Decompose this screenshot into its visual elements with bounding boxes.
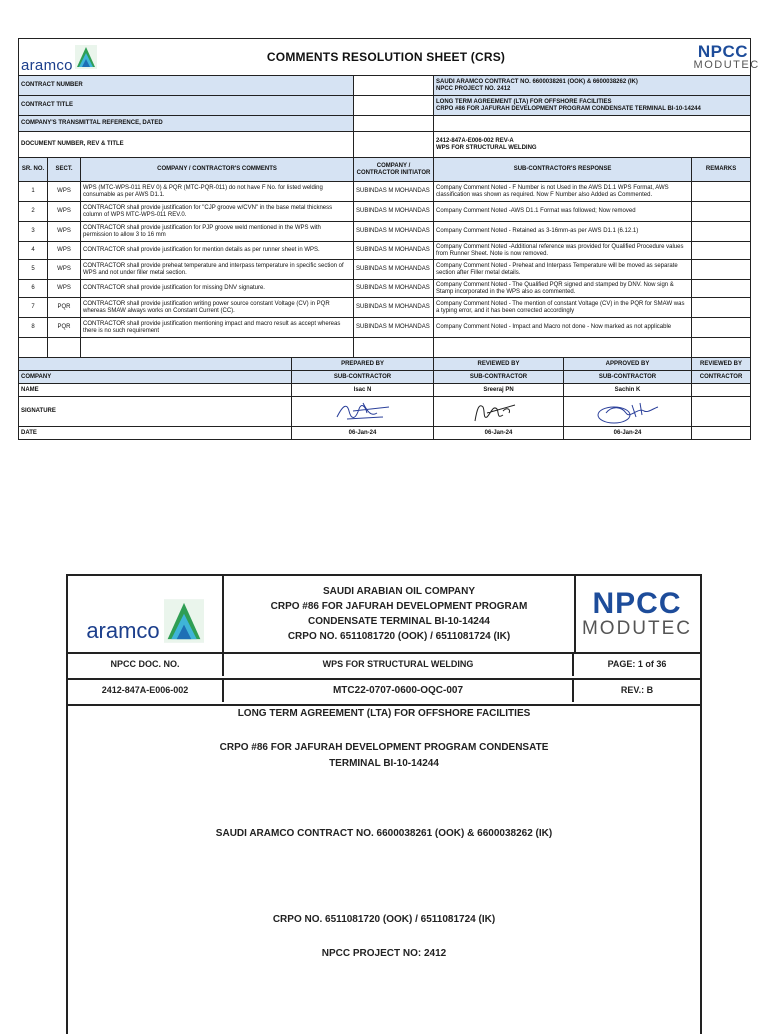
contract-number-row xyxy=(19,76,751,96)
comment-response: Company Comment Noted -AWS D1.1 Format was followed; Now removed xyxy=(434,202,692,222)
prepared-by-header: PREPARED BY xyxy=(292,358,434,371)
cover-header-text xyxy=(224,576,576,652)
signature-reviewed xyxy=(434,397,564,427)
comment-section: WPS xyxy=(48,242,81,260)
cover-aramco-wordmark: aramco xyxy=(86,618,160,643)
npcc-wordmark: NPCC xyxy=(697,42,749,61)
spacer-cell xyxy=(48,338,81,358)
crs-table xyxy=(18,38,760,440)
company-approved: SUB-CONTRACTOR xyxy=(564,371,692,384)
name-row xyxy=(19,384,751,397)
cover-npcc-wordmark: NPCC xyxy=(592,586,682,620)
aramco-star-icon xyxy=(75,45,97,69)
approved-by-header: APPROVED BY xyxy=(564,358,692,371)
comment-row xyxy=(19,242,751,260)
contract-title-line-1: LONG TERM AGREEMENT (LTA) FOR OFFSHORE FACILITIES xyxy=(436,98,612,105)
cover-page-number: PAGE: 1 of 36 xyxy=(607,659,667,669)
date-label: DATE xyxy=(19,427,292,440)
comment-response: Company Comment Noted - The mention of constant Voltage (CV) in the PQR for SMAW was a typing error, and it has been corrected accordingly xyxy=(434,298,692,318)
col-initiator-header: COMPANY / CONTRACTOR INITIATOR xyxy=(354,158,434,182)
name-prepared: Isac N xyxy=(292,384,434,397)
comment-row xyxy=(19,318,751,338)
comment-row xyxy=(19,280,751,298)
col-sect-header: SECT. xyxy=(48,158,81,182)
comment-sr-no: 1 xyxy=(19,182,48,202)
cover-doc-no-label: NPCC DOC. NO. xyxy=(68,652,224,676)
spacer-cell xyxy=(354,338,434,358)
contract-number-blank xyxy=(354,76,434,96)
comment-initiator: SUBINDAS M MOHANDAS xyxy=(354,182,434,202)
comment-sr-no: 4 xyxy=(19,242,48,260)
cover-doc-title: WPS FOR STRUCTURAL WELDING xyxy=(224,652,574,676)
document-value xyxy=(434,132,751,158)
signature-blank xyxy=(692,397,751,427)
col-comments-header: COMPANY / CONTRACTOR'S COMMENTS xyxy=(81,158,354,182)
document-row xyxy=(19,132,751,158)
company-reviewed: SUB-CONTRACTOR xyxy=(434,371,564,384)
comment-text: WPS (MTC-WPS-011 REV 0) & PQR (MTC-PQR-011) do not have F No. for listed welding consumable as per AWS D1.1. xyxy=(81,182,354,202)
spacer-row xyxy=(19,338,751,358)
date-prepared: 06-Jan-24 xyxy=(292,427,434,440)
comment-response: Company Comment Noted - Retained as 3-16mm-as per AWS D1.1 (6.12.1) xyxy=(434,222,692,242)
name-blank xyxy=(692,384,751,397)
comment-row xyxy=(19,260,751,280)
comment-text: CONTRACTOR shall provide justification for "CJP groove w/CVN" in the base metal thickness column of WPS MTC-WPS-011 REV.0. xyxy=(81,202,354,222)
reviewed-by-2-header: REVIEWED BY xyxy=(692,358,751,371)
signature-row xyxy=(19,397,751,427)
comment-section: WPS xyxy=(48,202,81,222)
contract-number-value xyxy=(434,76,751,96)
comment-sr-no: 3 xyxy=(19,222,48,242)
document-line-2: WPS FOR STRUCTURAL WELDING xyxy=(436,144,537,151)
comment-initiator: SUBINDAS M MOHANDAS xyxy=(354,222,434,242)
cover-header-line-1: SAUDI ARABIAN OIL COMPANY xyxy=(322,586,476,597)
comment-initiator: SUBINDAS M MOHANDAS xyxy=(354,298,434,318)
cover-crpo-line-2: TERMINAL BI-10-14244 xyxy=(329,758,439,769)
comment-initiator: SUBINDAS M MOHANDAS xyxy=(354,260,434,280)
signoff-header-row xyxy=(19,358,751,371)
company-reviewed-2: CONTRACTOR xyxy=(692,371,751,384)
cover-crpo-no-line: CRPO NO. 6511081720 (OOK) / 6511081724 (IK) xyxy=(272,914,496,925)
comment-initiator: SUBINDAS M MOHANDAS xyxy=(354,202,434,222)
date-blank xyxy=(692,427,751,440)
comment-remarks xyxy=(692,318,751,338)
comment-sr-no: 6 xyxy=(19,280,48,298)
comment-response: Company Comment Noted - The Qualified PQR signed and stamped by DNV. Now sign & Stamp incorporated in the WPS also as commented. xyxy=(434,280,692,298)
comment-remarks xyxy=(692,298,751,318)
comment-remarks xyxy=(692,280,751,298)
spacer-cell xyxy=(81,338,354,358)
comment-text: CONTRACTOR shall provide justification mentioning impact and macro result as accept whereas there is no such requirement xyxy=(81,318,354,338)
comment-text: CONTRACTOR shall provide justification for mention details as per runner sheet in WPS. xyxy=(81,242,354,260)
comment-remarks xyxy=(692,182,751,202)
cover-aramco-star-icon xyxy=(164,598,204,644)
comment-response: Company Comment Noted -Additional reference was provided for Qualified Procedure values from Runner Sheet. Note is now removed. xyxy=(434,242,692,260)
transmittal-label: COMPANY'S TRANSMITTAL REFERENCE, DATED xyxy=(19,116,354,132)
col-response-header: SUB-CONTRACTOR'S RESPONSE xyxy=(434,158,692,182)
cover-npcc-logo xyxy=(574,576,700,652)
col-sr-header: SR. NO. xyxy=(19,158,48,182)
comments-body xyxy=(19,182,751,338)
column-header-row xyxy=(19,158,751,182)
comment-section: PQR xyxy=(48,298,81,318)
comment-initiator: SUBINDAS M MOHANDAS xyxy=(354,280,434,298)
signature-prepared xyxy=(292,397,434,427)
aramco-logo-cell xyxy=(19,39,81,76)
col-remarks-header: REMARKS xyxy=(692,158,751,182)
crs-header-row xyxy=(19,39,751,76)
comment-response: Company Comment Noted - F Number is not Used in the AWS D1.1 WPS Format, AWS classification was shown as required. Now F Number also Added as Commented. xyxy=(434,182,692,202)
cover-header-line-2: CRPO #86 FOR JAFURAH DEVELOPMENT PROGRAM xyxy=(270,601,528,612)
cover-ref-no: MTC22-0707-0600-OQC-007 xyxy=(224,678,574,702)
cover-modutec-wordmark: MODUTEC xyxy=(581,617,693,639)
comment-section: WPS xyxy=(48,260,81,280)
date-reviewed: 06-Jan-24 xyxy=(434,427,564,440)
document-label: DOCUMENT NUMBER, REV & TITLE xyxy=(19,132,354,158)
comment-sr-no: 2 xyxy=(19,202,48,222)
modutec-wordmark: MODUTEC xyxy=(693,59,760,71)
contract-title-row xyxy=(19,96,751,116)
cover-page xyxy=(66,574,702,1034)
npcc-logo xyxy=(693,42,760,71)
document-line-1: 2412-847A-E006-002 REV-A xyxy=(436,137,514,144)
signature-approved xyxy=(564,397,692,427)
transmittal-value xyxy=(434,116,751,132)
spacer-cell xyxy=(692,338,751,358)
comment-row xyxy=(19,222,751,242)
cover-doc-row xyxy=(68,652,700,680)
reviewed-by-header: REVIEWED BY xyxy=(434,358,564,371)
signature-sreeraj-icon xyxy=(469,399,529,425)
comment-sr-no: 7 xyxy=(19,298,48,318)
comment-sr-no: 5 xyxy=(19,260,48,280)
crs-sheet xyxy=(18,38,760,440)
comment-section: WPS xyxy=(48,182,81,202)
comment-remarks xyxy=(692,242,751,260)
name-approved: Sachin K xyxy=(564,384,692,397)
cover-crpo-line-1: CRPO #86 FOR JAFURAH DEVELOPMENT PROGRAM CONDENSATE xyxy=(219,742,549,753)
comment-remarks xyxy=(692,260,751,280)
contract-title-value xyxy=(434,96,751,116)
cover-header-line-4: CRPO NO. 6511081720 (OOK) / 6511081724 (IK) xyxy=(287,631,511,642)
date-row xyxy=(19,427,751,440)
cover-rev: REV.: B xyxy=(620,685,654,695)
comment-response: Company Comment Noted - Impact and Macro not done - Now marked as not applicable xyxy=(434,318,692,338)
cover-doc-no: 2412-847A-E006-002 xyxy=(68,678,224,702)
document-blank xyxy=(354,132,434,158)
comment-text: CONTRACTOR shall provide preheat temperature and interpass temperature in specific section of WPS and not under filler metal section. xyxy=(81,260,354,280)
company-label: COMPANY xyxy=(19,371,292,384)
npcc-logo-cell xyxy=(692,39,760,76)
comment-text: CONTRACTOR shall provide justification for PJP groove weld mentioned in the WPS with permission to allow 3 to 16 mm xyxy=(81,222,354,242)
transmittal-blank xyxy=(354,116,434,132)
signoff-blank xyxy=(19,358,292,371)
comment-row xyxy=(19,202,751,222)
aramco-logo xyxy=(21,45,79,74)
company-prepared: SUB-CONTRACTOR xyxy=(292,371,434,384)
comment-section: WPS xyxy=(48,222,81,242)
contract-title-blank xyxy=(354,96,434,116)
name-reviewed: Sreeraj PN xyxy=(434,384,564,397)
aramco-wordmark: aramco xyxy=(21,57,73,74)
crs-title: COMMENTS RESOLUTION SHEET (CRS) xyxy=(81,39,692,76)
company-row xyxy=(19,371,751,384)
comment-initiator: SUBINDAS M MOHANDAS xyxy=(354,318,434,338)
comment-row xyxy=(19,298,751,318)
comment-response: Company Comment Noted - Preheat and Interpass Temperature will be moved as separate section after Filler metal details. xyxy=(434,260,692,280)
cover-project-line: NPCC PROJECT NO: 2412 xyxy=(321,948,447,959)
comment-sr-no: 8 xyxy=(19,318,48,338)
comment-text: CONTRACTOR shall provide justification writing power source constant Voltage (CV) in PQR whereas SMAW always works on Constant Current (CC). xyxy=(81,298,354,318)
transmittal-row xyxy=(19,116,751,132)
name-label: NAME xyxy=(19,384,292,397)
signature-isac-icon xyxy=(333,399,393,425)
spacer-cell xyxy=(19,338,48,358)
signature-label: SIGNATURE xyxy=(19,397,292,427)
comment-text: CONTRACTOR shall provide justification for missing DNV signature. xyxy=(81,280,354,298)
contract-title-line-2: CRPO #86 FOR JAFURAH DEVELOPMENT PROGRAM CONDENSATE TERMINAL BI-10-14244 xyxy=(436,105,701,112)
date-approved: 06-Jan-24 xyxy=(564,427,692,440)
comment-remarks xyxy=(692,202,751,222)
cover-contract-line: SAUDI ARAMCO CONTRACT NO. 6600038261 (OOK) & 6600038262 (IK) xyxy=(215,828,553,839)
cover-lta-line: LONG TERM AGREEMENT (LTA) FOR OFFSHORE FACILITIES xyxy=(237,708,531,719)
comment-row xyxy=(19,182,751,202)
contract-title-label: CONTRACT TITLE xyxy=(19,96,354,116)
spacer-cell xyxy=(434,338,692,358)
cover-header-line-3: CONDENSATE TERMINAL BI-10-14244 xyxy=(308,616,490,627)
cover-ref-row xyxy=(68,678,700,706)
contract-number-line-1: SAUDI ARAMCO CONTRACT NO. 6600038261 (OOK) & 6600038262 (IK) xyxy=(436,78,638,85)
contract-number-line-2: NPCC PROJECT NO. 2412 xyxy=(436,85,511,92)
cover-aramco-logo xyxy=(68,576,224,652)
comment-section: PQR xyxy=(48,318,81,338)
comment-remarks xyxy=(692,222,751,242)
signature-sachin-icon xyxy=(592,399,664,425)
comment-section: WPS xyxy=(48,280,81,298)
comment-initiator: SUBINDAS M MOHANDAS xyxy=(354,242,434,260)
contract-number-label: CONTRACT NUMBER xyxy=(19,76,354,96)
cover-header xyxy=(68,576,700,654)
